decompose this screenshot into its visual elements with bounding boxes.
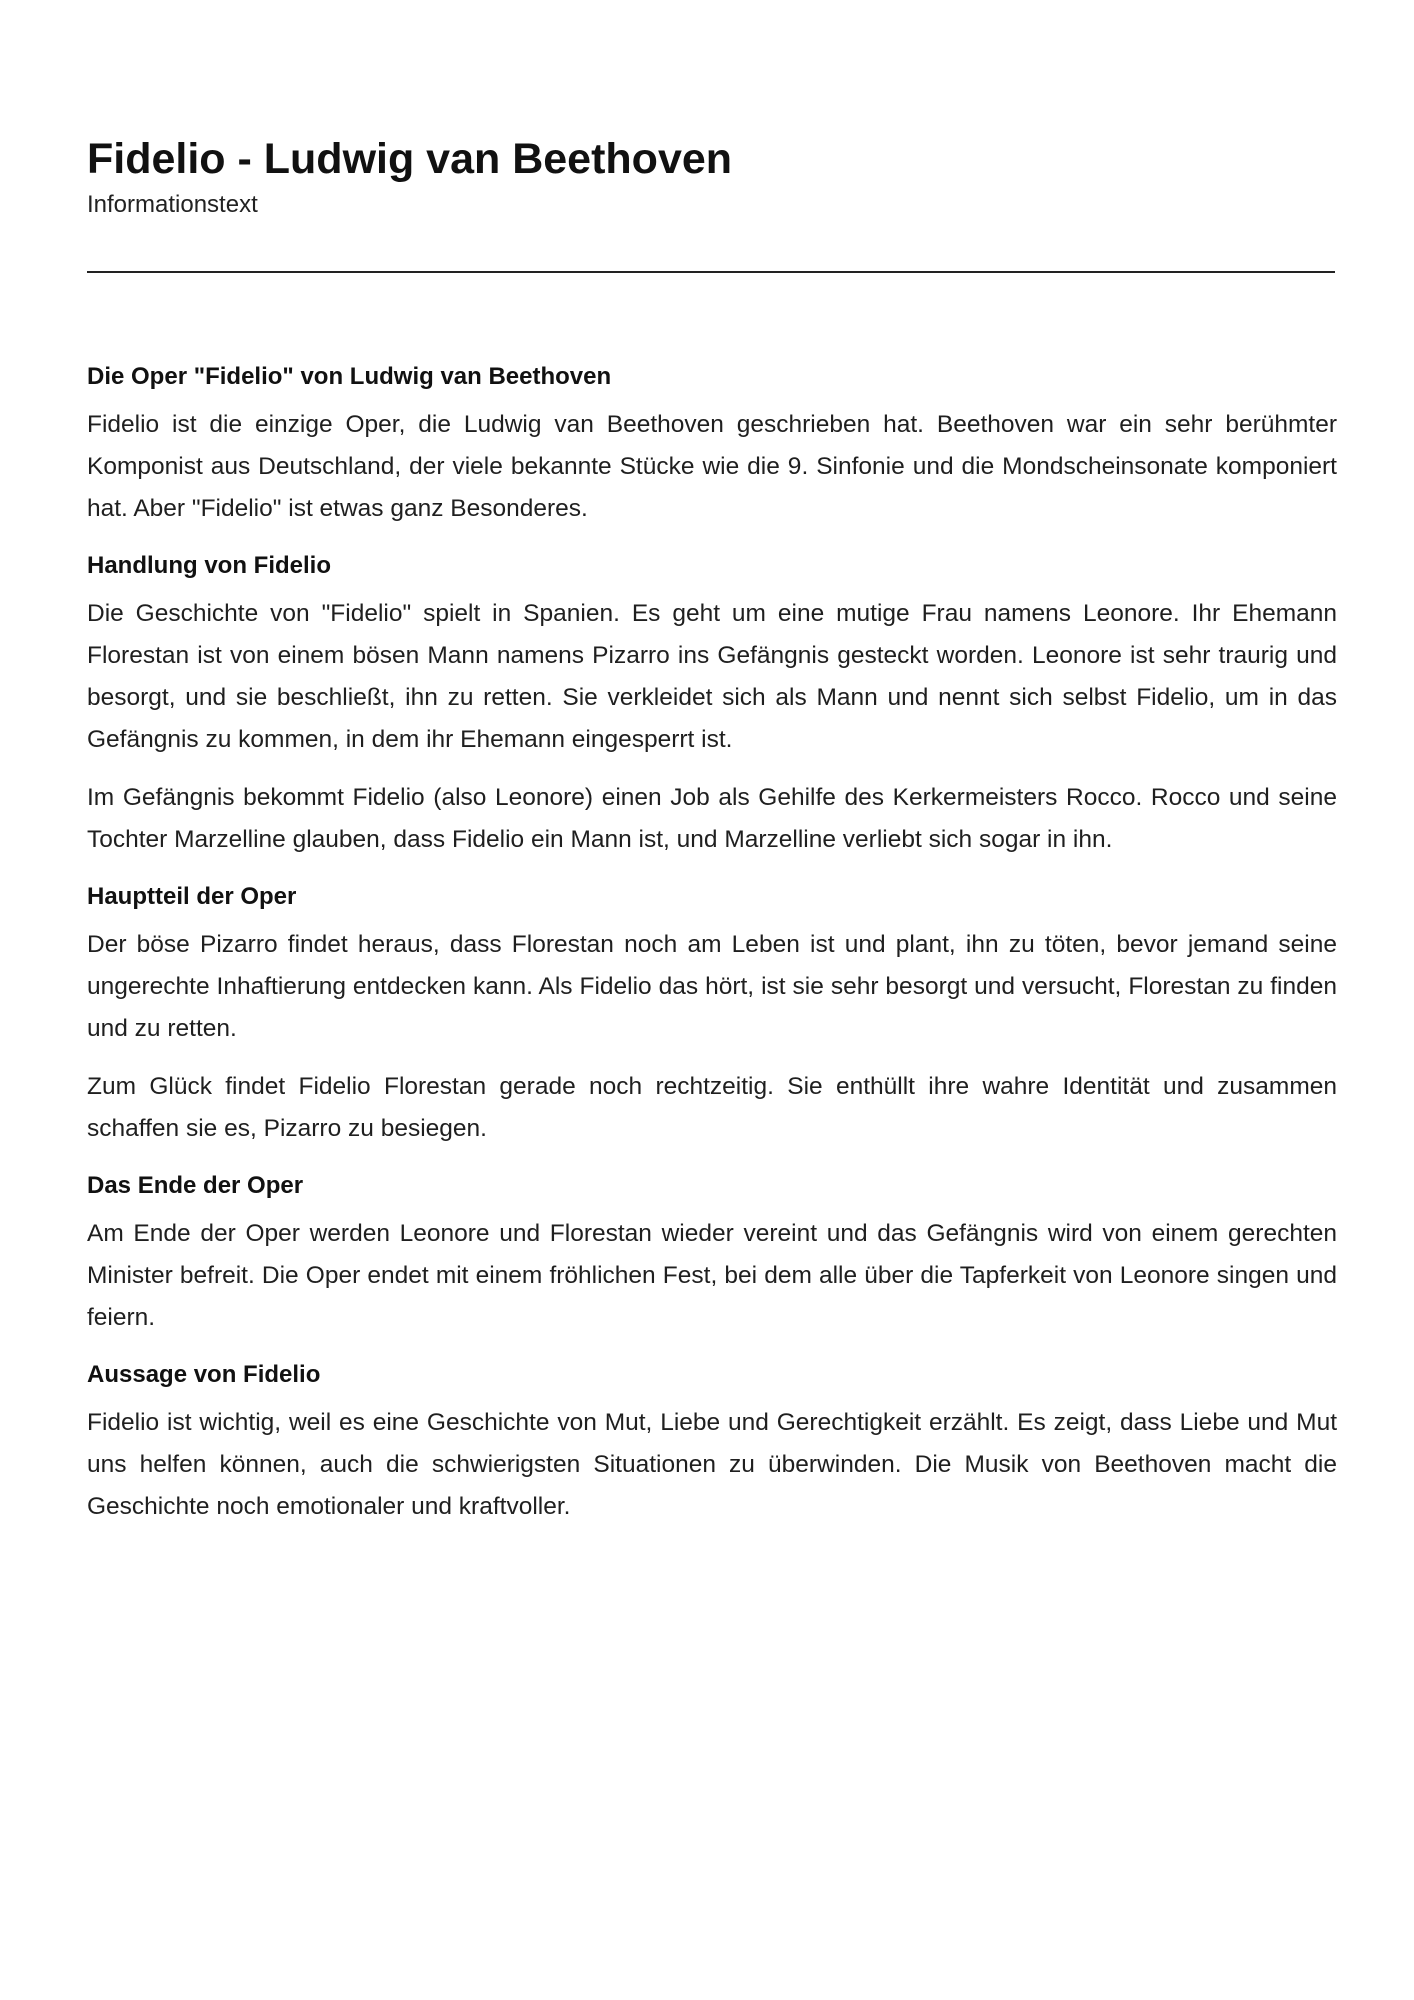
- section-paragraph: Der böse Pizarro findet heraus, dass Florestan noch am Leben ist und plant, ihn zu töten, bevor jemand seine ungerechte Inhaftierung entdecken kann. Als Fidelio das hört, ist sie sehr besorgt und versucht, Florestan zu finden und zu retten.: [87, 931, 1337, 1042]
- section-paragraph: Zum Glück findet Fidelio Florestan gerade noch rechtzeitig. Sie enthüllt ihre wahre Identität und zusammen schaffen sie es, Pizarro zu besiegen.: [87, 1073, 1337, 1142]
- document-body: [87, 357, 1337, 1544]
- section-intro: [87, 357, 1337, 530]
- document-page: [87, 0, 1337, 2000]
- section-heading: Aussage von Fidelio: [87, 1361, 321, 1388]
- section-heading: Handlung von Fidelio: [87, 552, 331, 579]
- document-title: Fidelio - Ludwig van Beethoven: [87, 135, 733, 183]
- section-ending: [87, 1166, 1337, 1339]
- document-subtitle: Informationstext: [87, 191, 258, 218]
- section-paragraph: Fidelio ist wichtig, weil es eine Geschichte von Mut, Liebe und Gerechtigkeit erzählt. Es zeigt, dass Liebe und Mut uns helfen können, auch die schwierigsten Situationen zu überwinden. Die Musik von Beethoven macht die Geschichte noch emotionaler und kraftvoller.: [87, 1409, 1337, 1520]
- section-heading: Die Oper "Fidelio" von Ludwig van Beethoven: [87, 363, 612, 390]
- title-divider: [87, 271, 1335, 273]
- section-paragraph: Fidelio ist die einzige Oper, die Ludwig van Beethoven geschrieben hat. Beethoven war ein sehr berühmter Komponist aus Deutschland, der viele bekannte Stücke wie die 9. Sinfonie und die Mondscheinsonate komponiert hat. Aber "Fidelio" ist etwas ganz Besonderes.: [87, 411, 1337, 522]
- section-heading: Das Ende der Oper: [87, 1172, 304, 1199]
- section-message: [87, 1355, 1337, 1528]
- section-paragraph: Die Geschichte von "Fidelio" spielt in Spanien. Es geht um eine mutige Frau namens Leonore. Ihr Ehemann Florestan ist von einem bösen Mann namens Pizarro ins Gefängnis gesteckt worden. Leonore ist sehr traurig und besorgt, und sie beschließt, ihn zu retten. Sie verkleidet sich als Mann und nennt sich selbst Fidelio, um in das Gefängnis zu kommen, in dem ihr Ehemann eingesperrt ist.: [87, 600, 1337, 753]
- section-paragraph: Am Ende der Oper werden Leonore und Florestan wieder vereint und das Gefängnis wird von einem gerechten Minister befreit. Die Oper endet mit einem fröhlichen Fest, bei dem alle über die Tapferkeit von Leonore singen und feiern.: [87, 1220, 1337, 1331]
- section-paragraph: Im Gefängnis bekommt Fidelio (also Leonore) einen Job als Gehilfe des Kerkermeisters Rocco. Rocco und seine Tochter Marzelline glauben, dass Fidelio ein Mann ist, und Marzelline verliebt sich sogar in ihn.: [87, 784, 1337, 853]
- section-heading: Hauptteil der Oper: [87, 883, 297, 910]
- section-main-part: [87, 877, 1337, 1150]
- section-plot: [87, 546, 1337, 861]
